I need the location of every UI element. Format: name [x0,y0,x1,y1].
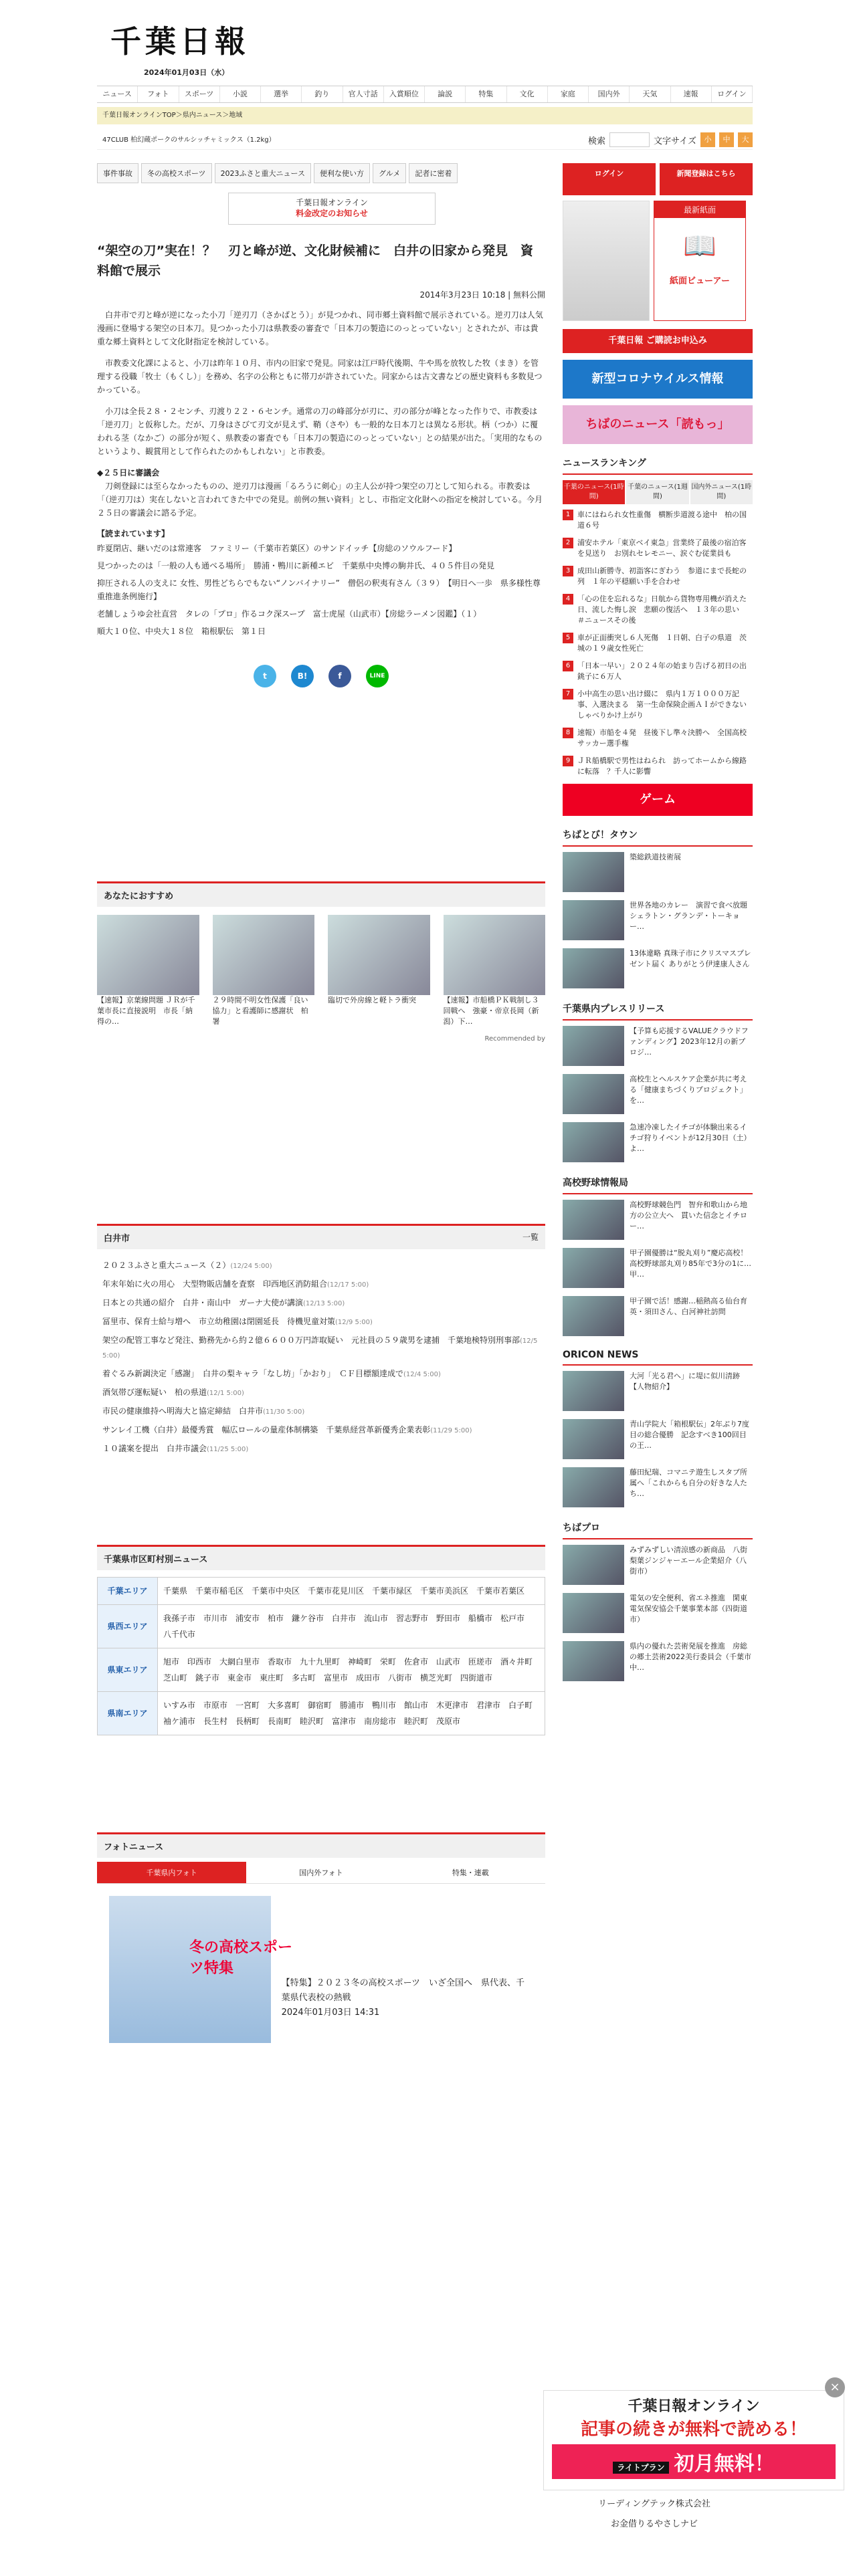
chibapuro-title: ちばプロ [563,1515,753,1539]
ranking-text: 浦安ホテル「東京ベイ東急」営業終了最後の宿泊客を見送り お別れセレモニー、涙ぐむ従業員も [577,538,747,558]
nav-item[interactable]: 特集 [466,86,506,102]
news-item[interactable] [102,1296,540,1311]
current-date: 2024年01月03日（水） [144,68,229,77]
subscribe-button[interactable]: 新聞登録はこちら [660,163,753,195]
recommend-credit: Recommended by [484,1035,545,1043]
related-item[interactable]: 抑圧される人の支えに 女性、男性どちらでもない“ノンバイナリー” 僧侶の釈夷有さん（３９） 【明日へ一歩 県多様性尊重推進条例施行】 [97,578,541,601]
ranking-text: 車が正面衝突し６人死傷 １日朝、白子の県道 茨城の１９歳女性死亡 [577,633,747,653]
notice-line2: 料金改定のお知らせ [296,209,368,218]
press-title: 千葉県内プレスリリース [563,996,753,1021]
font-small-button[interactable]: 小 [700,132,715,147]
article-body [97,308,545,520]
press-text: 高校生とヘルスケア企業が共に考える「健康まちづくりプロジェクト」を… [630,1075,747,1105]
news-title: 年末年始に火の用心 大型物販店舗を査察 印西地区消防組合 [102,1279,328,1289]
recommend-item[interactable] [444,915,546,1027]
popup-offer: ライトプラン 初月無料！ [552,2444,836,2479]
taun-thumbnail [563,852,624,892]
tab-world-photo[interactable]: 国内外フォト [246,1862,395,1884]
news-date: (12/24 5:00) [230,1263,272,1270]
ranking-number: 3 [563,566,573,576]
related-item[interactable]: 順大１０位、中央大１８位 箱根駅伝 第１日 [97,627,266,636]
article-paragraph: 市教委文化課によると、小刀は昨年１０月、市内の旧家で発見。同家は江戸時代後期、牛や馬を放牧した牧（まき）を管理する役職「牧士（もくし）」を務め、名字の公称ともに帯刀が許されていた。同家からは古文書などの歴史資料も多数見つかっている。 [97,358,543,395]
reader-icon: 📖 [683,231,717,261]
chibapuro-thumbnail [563,1641,624,1681]
ranking-number: 4 [563,594,573,605]
article-headline: “架空の刀”実在！？ 刃と峰が逆、文化財候補に 白井の旧家から発見 資料館で展示 [97,243,533,278]
recommend-grid [97,907,545,1035]
ranking-item[interactable] [563,689,753,721]
sub-tab[interactable]: 2023ふさと重大ニュース [215,163,311,183]
ranking-tab-world-hour[interactable]: 国内外ニュース(1時間) [690,480,753,504]
related-title: 【読まれています】 [97,529,170,538]
search-input[interactable] [609,132,650,147]
newspaper-image[interactable] [563,201,650,321]
news-item[interactable] [102,1442,540,1457]
tab-feature[interactable]: 特集・連載 [396,1862,545,1884]
ranking-tab-local-hour[interactable]: 千葉のニュース(1時間) [563,480,625,504]
press-text: 【予算も応援するVALUEクラウドファンディング】2023年12月の新プロジ… [630,1027,749,1057]
ranking-item[interactable] [563,566,753,587]
close-icon[interactable]: × [825,2377,845,2397]
recommend-text: 【速報】京葉線問題 ＪＲが千葉市長に直接説明 市長「納得の… [97,996,195,1026]
ranking-tab-local-week[interactable]: 千葉のニュース(1週間) [626,480,688,504]
recommend-title: あなたにおすすめ [97,881,545,907]
news-date: (12/4 5:00) [403,1371,441,1378]
font-size-label: 文字サイズ [654,136,696,146]
area-name: 県東エリア [98,1648,158,1692]
news-title: 日本との共通の紹介 白井・南山中 ガーナ大使が講演 [102,1298,304,1307]
news-item[interactable] [102,1259,540,1273]
koko-text: 甲子園で活！感謝…稲熱高る仙台育英・須田さん、白河神社訪問 [630,1297,747,1316]
ranking-item[interactable] [563,661,753,682]
ranking-text: 速報）市船を４発 昼後下し準々決勝へ 全国高校サッカー選手権 [577,728,747,748]
recommend-text: 【速報】市船橋ＰＫ戦制し３回戦へ 強豪・帝京長岡（新潟）下… [443,996,539,1026]
sub-tab[interactable]: 便利な使い方 [314,163,370,183]
ranking-text: 成田山新勝寺、初詣客にぎわう 参道にまで長蛇の列 １年の平穏願い手を合わせ [577,566,747,586]
nav-item[interactable]: 入賞順位 [384,86,425,102]
press-item[interactable] [563,1074,753,1114]
news-title: 冨里市、保育士給与増へ 市立幼稚園は閉園延長 待機児童対策 [102,1317,336,1326]
ranking-number: 8 [563,728,573,738]
shiroi-title: 白井市 一覧 [97,1224,545,1249]
nav-item[interactable]: 天気 [630,86,670,102]
taun-item[interactable] [563,900,753,940]
covid-banner[interactable]: 新型コロナウイルス情報 [563,360,753,399]
hatena-share-button[interactable]: B! [291,665,314,687]
oricon-item[interactable] [563,1371,753,1411]
ranking-item[interactable] [563,510,753,531]
koko-title: 高校野球情報局 [563,1170,753,1194]
news-date: (12/17 5:00) [327,1281,369,1289]
global-nav [97,86,753,103]
yomo-banner[interactable]: ちばのニュース「読もっ」 [563,405,753,444]
news-item[interactable] [102,1367,540,1382]
viewer-button[interactable]: 最新紙面 📖 紙面ビューアー [654,201,746,321]
footer [554,2494,755,2535]
ranking-number: 6 [563,661,573,671]
chibapuro-text: みずみずしい清涼感の新商品 八街梨葉ジンジャーエール企業紹介（八街市） [630,1545,747,1576]
oricon-item[interactable] [563,1467,753,1507]
toolbar [588,132,753,147]
photo-section [97,1832,545,2055]
nav-item[interactable]: 官人寸話 [343,86,384,102]
news-item[interactable] [102,1315,540,1329]
ranking-list [563,510,753,777]
recommend-item[interactable] [97,915,199,1027]
nav-item[interactable]: 選挙 [261,86,302,102]
breadcrumb[interactable]: 千葉日報オンラインTOP＞県内ニュース＞地域 [97,107,753,124]
nav-item[interactable]: 家庭 [548,86,589,102]
recommend-item[interactable] [213,915,315,1027]
koko-item[interactable] [563,1200,753,1240]
chibapuro-thumbnail [563,1593,624,1633]
news-title: 架空の配管工事など発注、勤務先から約２億６６００万円詐取疑い 元社員の５９歳男を逮捕 千葉地検特別刑事部 [102,1335,520,1345]
popup-logo: 千葉日報オンライン [628,2397,760,2415]
oricon-thumbnail [563,1467,624,1507]
taun-thumbnail [563,900,624,940]
oricon-thumbnail [563,1419,624,1459]
koko-thumbnail [563,1296,624,1336]
subscribe-banner[interactable]: 千葉日報 ご購読お申込み [563,329,753,353]
area-section [97,1545,545,1735]
news-title: サンレイ工機（白井）最優秀賞 幅広ロールの量産体制構築 千葉県経営革新優秀企業表彰 [102,1425,431,1434]
news-date: (11/25 5:00) [207,1446,249,1453]
font-medium-button[interactable]: 中 [719,132,734,147]
ranking-number: 5 [563,633,573,643]
ranking-text: 「心の住を忘れるな」日航から貨物専用機が消えた日、流した悔し涙 悲願の復活へ １３年の思い ＃ニュースその後 [577,595,747,625]
taun-text: 世界各地のカレー 演習で食べ放題 シェラトン・グランデ・トーキョー… [630,901,755,931]
news-title: 市民の健康維持へ明海大と協定締結 白井市 [102,1406,264,1416]
photo-image: 冬の高校スポーツ特集 [109,1896,271,2043]
photo-tabs [97,1862,545,1884]
article-paragraph: 白井市で刃と峰が逆になった小刀「逆刃刀（さかばとう）」が見つかれ、同市郷土資料館で展示されている。逆刃刀は人気漫画に登場する架空の日本刀。見つかった小刀は県教委の審査で「日本刀の製造にのっとっていない」とされたが、市は貴重な郷土資料として文化財指定を検討している。 [97,310,543,346]
news-title: 着ぐるみ新調決定「感謝」 白井の梨キャラ「なし坊」「かおり」 ＣＦ目標額達成で [102,1369,404,1378]
area-cities[interactable]: 我孫子市 市川市 浦安市 柏市 鎌ケ谷市 白井市 流山市 習志野市 野田市 船橋市 松戸市 八千代市 [158,1605,545,1648]
news-title: ２０２３ふさと重大ニュース（２） [102,1261,231,1270]
share-buttons [97,665,545,687]
sub-tab[interactable]: 事件事故 [97,163,138,183]
recommend-text: ２９時間不明女性保護「良い協力」と看護師に感謝状 柏署 [212,996,308,1026]
press-thumbnail [563,1026,624,1066]
ranking-item[interactable] [563,633,753,654]
ad-ticker[interactable]: 47CLUB 柏幻蔵ポークのサルシッチャミックス（1.2kg） [97,131,753,150]
nav-item[interactable]: 論説 [425,86,466,102]
recommend-image [97,915,199,995]
news-date: (12/13 5:00) [303,1300,345,1307]
koko-thumbnail [563,1200,624,1240]
news-title: 酒気帯び運転疑い 柏の県道 [102,1388,207,1397]
shiroi-section [97,1224,545,1470]
koko-item[interactable] [563,1248,753,1288]
price-notice[interactable] [228,193,436,225]
nav-item[interactable]: ニュース [97,86,138,102]
article-paragraph: 刀剣登録には至らなかったものの、逆刃刀は漫画「るろうに剣心」の主人公が持つ架空の刀として知られる。市教委は「（逆刃刀は）実在しないと言われてきた中での発見。前例の無い資料」とし、市指定文化財への指定を検討している。今月２５日の審議会に諮る予定。 [97,481,543,518]
oricon-title: ORICON NEWS [563,1344,753,1366]
ranking-text: 小中高生の思い出け綴に 県内１万１０００万記事、入選決まる 第一生命保険企画ＡＩができないしゃべりかけ上がり [577,689,747,720]
site-logo[interactable]: 千葉日報 [110,23,250,60]
ranking-item[interactable] [563,594,753,626]
facebook-share-button[interactable]: f [328,665,351,687]
news-item[interactable] [102,1386,540,1400]
photo-title: フォトニュース [97,1832,545,1858]
news-item[interactable] [102,1333,540,1363]
koko-text: 甲子園優勝は“脱丸刈り”慶応高校！高校野球部丸刈り85年で3分の1に…甲… [630,1249,751,1279]
recommend-image [444,915,546,995]
news-date: (11/30 5:00) [263,1408,305,1416]
chibapuro-item[interactable] [563,1545,753,1585]
area-name: 千葉エリア [98,1578,158,1605]
news-date: (12/9 5:00) [335,1319,373,1326]
recommend-item[interactable] [328,915,430,1027]
more-link[interactable]: 一覧 [522,1232,539,1242]
notice-line1: 千葉日報オンライン [296,198,368,207]
press-item[interactable] [563,1122,753,1162]
article [97,241,545,701]
chibapuro-item[interactable] [563,1593,753,1633]
chibapuro-text: 電気の安全便利、省エネ推進 閑東電気保安協会千葉事業本部（四街道市） [630,1594,747,1624]
news-item[interactable] [102,1277,540,1292]
article-paragraph: 小刀は全長２８・２センチ、刃渡り２２・６センチ。通常の刀の峰部分が刃に、刃の部分が峰となった作りで、市教委は「逆刃刀」と仮称した。だが、刀身はさびて刃文が見えず、鞘（さや）も一般的な日本刀とは異なる形状。柄（つか）に覆われる茎（なかご）の部分が短く、県教委の審査でも「日本刀の製造にのっとっていない」との結果が出た。「実用的なものというより、観賞用として作られたのかもしれない」と市教委。 [97,407,543,456]
sub-tab[interactable]: グルメ [373,163,406,183]
koko-item[interactable] [563,1296,753,1336]
area-name: 県西エリア [98,1605,158,1648]
related-item[interactable]: 老舗しょうゆ会社直営 タレの「プロ」作るコク深スープ 富士虎屋（山武市）【房総ラーメン図鑑】（１） [97,609,482,619]
ranking-text: 「日本一早い」２０２４年の始まり告げる初日の出 銚子に６万人 [577,661,754,681]
taun-item[interactable] [563,948,753,988]
ranking-title: ニュースランキング [563,451,753,475]
area-cities[interactable]: 千葉県 千葉市稲毛区 千葉市中央区 千葉市花見川区 千葉市緑区 千葉市美浜区 千葉市若葉区 [158,1578,545,1605]
ranking-item[interactable] [563,728,753,749]
tab-local-photo[interactable]: 千葉県内フォト [97,1862,246,1884]
taun-text: 築総鉄道技術展 [630,853,681,861]
oricon-thumbnail [563,1371,624,1411]
area-cities[interactable]: 旭市 印西市 大網白里市 香取市 九十九里町 神崎町 栄町 佐倉市 山武市 匝瑳市 酒々井町 芝山町 銚子市 東金市 東庄町 多古町 富里市 成田市 八街市 横芝光町 四街道市 [158,1648,545,1692]
recommend-section [97,881,545,1043]
related-list [97,542,545,638]
news-date: (11/29 5:00) [430,1427,472,1434]
press-thumbnail [563,1074,624,1114]
photo-feature[interactable] [97,1884,545,2055]
related-item[interactable]: 昨夏閉店、継いだのは常連客 ファミリー（千葉市若葉区）のサンドイッチ【房総のソウルフード】 [97,544,457,553]
recommend-image [328,915,430,995]
ranking-item[interactable] [563,538,753,559]
news-date: (12/5 5:00) [102,1337,538,1360]
press-thumbnail [563,1122,624,1162]
news-item[interactable] [102,1404,540,1419]
oricon-text: 藤田紀瑞、コマニテ遊生しスタブ所属へ「これからも自分の好きな人たち… [630,1468,747,1498]
taun-text: 13体違略 真珠子市にクリスマスプレゼント届く ありがとう伊達康人さん [630,949,751,968]
taun-thumbnail [563,948,624,988]
oricon-item[interactable] [563,1419,753,1459]
search-label: 検索 [588,136,606,146]
news-title: １０議案を提出 白井市議会 [102,1444,207,1453]
footer-link[interactable]: リーディングテック株式会社 [598,2499,710,2509]
taun-item[interactable] [563,852,753,892]
chibapuro-item[interactable] [563,1641,753,1681]
sub-tabs [97,163,458,183]
nav-item[interactable]: フォト [138,86,179,102]
news-item[interactable] [102,1423,540,1438]
signup-popup[interactable] [543,2380,844,2490]
ranking-number: 9 [563,756,573,766]
koko-thumbnail [563,1248,624,1288]
game-banner[interactable]: ゲーム [563,784,753,816]
nav-item[interactable]: 釣り [302,86,343,102]
nav-item[interactable]: スポーツ [179,86,220,102]
ranking-number: 1 [563,510,573,520]
news-date: (12/1 5:00) [207,1390,244,1397]
nav-item[interactable]: ログイン [712,86,753,102]
chibapuro-thumbnail [563,1545,624,1585]
area-title: 千葉県市区町村別ニュース [97,1545,545,1570]
sub-tab[interactable]: 記者に密着 [409,163,458,183]
ranking-number: 7 [563,689,573,700]
taun-title: ちばとび！タウン [563,823,753,847]
article-meta: 2014年3月23日 10:18 | 無料公開 [419,290,545,300]
login-button[interactable]: ログイン [563,163,656,195]
nav-item[interactable]: 国内外 [589,86,630,102]
press-text: 急速冷凍したイチゴが体験出来るイチゴ狩りイベントが12月30日（土）よ… [630,1123,751,1153]
oricon-text: 青山学院大「箱根駅伝」2年ぶり7度目の総合優勝 記念すべき100回目の王… [630,1420,749,1450]
area-table [97,1577,545,1735]
ranking-text: ＪＲ船橋駅で男性はねられ 訪ってホームから線路に転落 ？千人に影響 [577,756,747,776]
ranking-number: 2 [563,538,573,548]
koko-text: 高校野球競色門 智弁和歌山から地方の公立大へ 貫いた信念とイチロー… [630,1200,747,1230]
sidebar [563,163,753,1689]
area-name: 県南エリア [98,1692,158,1735]
shiroi-news-list [97,1249,545,1470]
press-item[interactable] [563,1026,753,1066]
ranking-text: 車にはねられ女性重傷 横断歩道渡る途中 柏の国道６号 [577,510,747,530]
area-cities[interactable]: いすみ市 市原市 一宮町 大多喜町 御宿町 勝浦市 鴨川市 館山市 木更津市 君津市 白子町 袖ケ浦市 長生村 長柄町 長南町 睦沢町 富津市 南房総市 睦沢町 茂原市 [158,1692,545,1735]
oricon-text: 大河「光る君へ」に堤に似川清跡【人物紹介】 [630,1372,740,1391]
line-share-button[interactable]: LINE [366,665,389,687]
twitter-share-button[interactable]: t [254,665,276,687]
related-item[interactable]: 見つかったのは「一般の人も通べる場所」 勝浦・鴨川に新種エビ 千葉県中央博の駒井氏、４０５件目の発見 [97,561,495,570]
font-large-button[interactable]: 大 [738,132,753,147]
nav-item[interactable]: 文化 [507,86,548,102]
photo-caption: 【特集】２０２３冬の高校スポーツ いざ全国へ 県代表、千葉県代表校の熱戦 2024年01月03日 14:31 [281,1978,525,2018]
recommend-text: 臨切で外房線と軽トラ衝突 [328,996,416,1004]
popup-headline: 記事の続きが無料で読める！ [580,2420,807,2440]
chibapuro-text: 県内の優れた芸術発展を推進 房総の郷土芸術2022美行委員会（千葉市中… [630,1642,751,1672]
footer-link[interactable]: お金借りるやさしナビ [610,2519,698,2529]
ranking-item[interactable] [563,756,753,777]
nav-item[interactable]: 速報 [671,86,712,102]
article-subheading: ◆２５日に審議会 [97,468,160,477]
nav-item[interactable]: 小説 [220,86,261,102]
sub-tab[interactable]: 冬の高校スポーツ [141,163,212,183]
recommend-image [213,915,315,995]
